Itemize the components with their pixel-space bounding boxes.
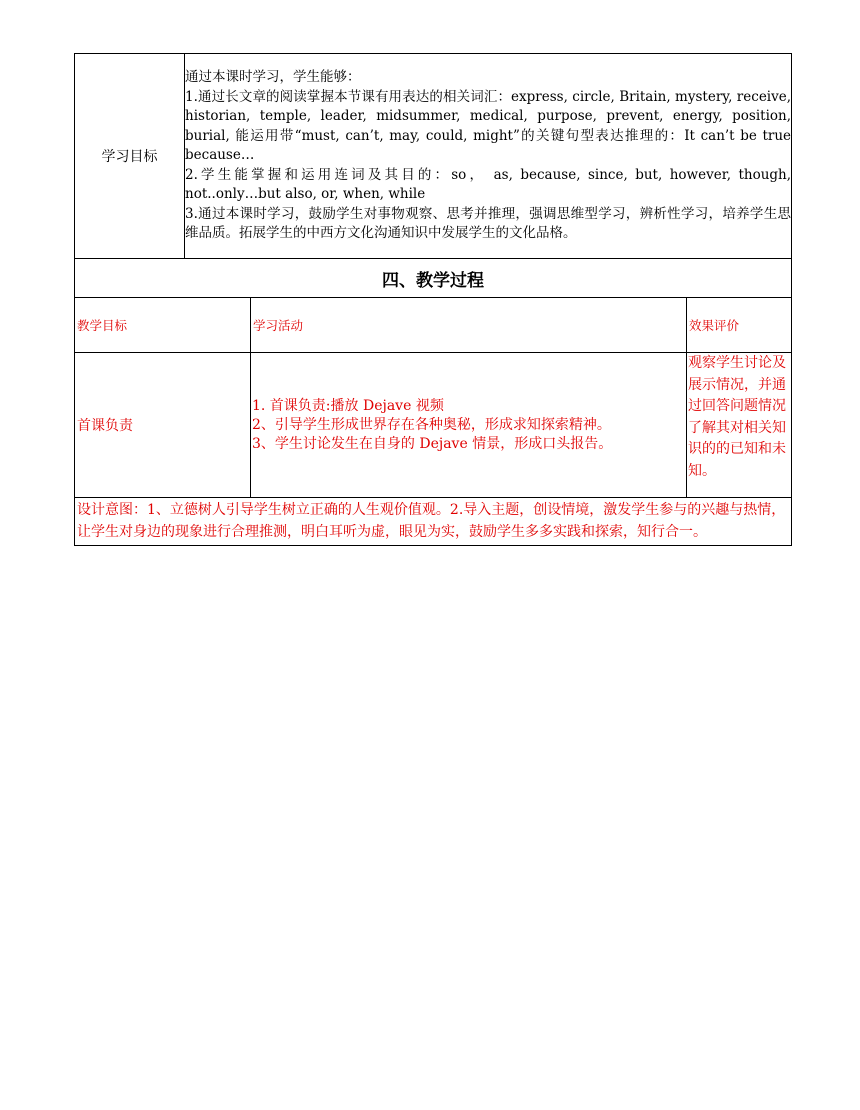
- activity-item-2: 2、引导学生形成世界存在各种奥秘，形成求知探索精神。: [252, 416, 611, 433]
- process-activities: [251, 353, 687, 498]
- header-activity: 学习活动: [251, 298, 687, 353]
- activity-item-3: 3、学生讨论发生在自身的 Dejave 情景，形成口头报告。: [252, 435, 613, 452]
- objective-item-3: 3.通过本课时学习，鼓励学生对事物观察、思考并推理，强调思维型学习，辨析性学习，培养学生思维品质。拓展学生的中西方文化沟通知识中发展学生的文化品格。: [185, 205, 792, 242]
- objectives-content: [185, 54, 792, 259]
- objectives-intro: 通过本课时学习，学生能够：: [185, 69, 361, 86]
- objectives-row: [75, 54, 792, 259]
- process-header-row: [75, 298, 792, 353]
- section-title: 四、教学过程: [75, 259, 792, 298]
- header-goal: 教学目标: [75, 298, 251, 353]
- process-goal: 首课负责: [75, 353, 251, 498]
- process-evaluation: 观察学生讨论及展示情况，并通过回答问题情况了解其对相关知识的的已知和未知。: [687, 353, 792, 498]
- process-row: [75, 353, 792, 498]
- objective-item-2: 2.学生能掌握和运用连词及其目的：so， as, because, since, but, however, though, not..only…but also, or, when, while: [185, 166, 792, 203]
- activity-item-1: 1. 首课负责:播放 Dejave 视频: [252, 397, 444, 414]
- objectives-label: 学习目标: [75, 54, 185, 259]
- header-evaluation: 效果评价: [687, 298, 792, 353]
- objective-item-1: 1.通过长文章的阅读掌握本节课有用表达的相关词汇：express, circle, Britain, mystery, receive, historian, temple, leader, midsummer, medical, purpose, prevent, energy, position, burial, 能运用带“must, can’t, may, could, might”的关键句型表达推理的：It can’t be true because…: [185, 88, 792, 164]
- lesson-plan-table: [74, 53, 792, 546]
- design-intent: 设计意图：1、立德树人引导学生树立正确的人生观价值观。2.导入主题，创设情境，激发学生参与的兴趣与热情，让学生对身边的现象进行合理推测，明白耳听为虚，眼见为实，鼓励学生多多实践和探索，知行合一。: [75, 498, 792, 546]
